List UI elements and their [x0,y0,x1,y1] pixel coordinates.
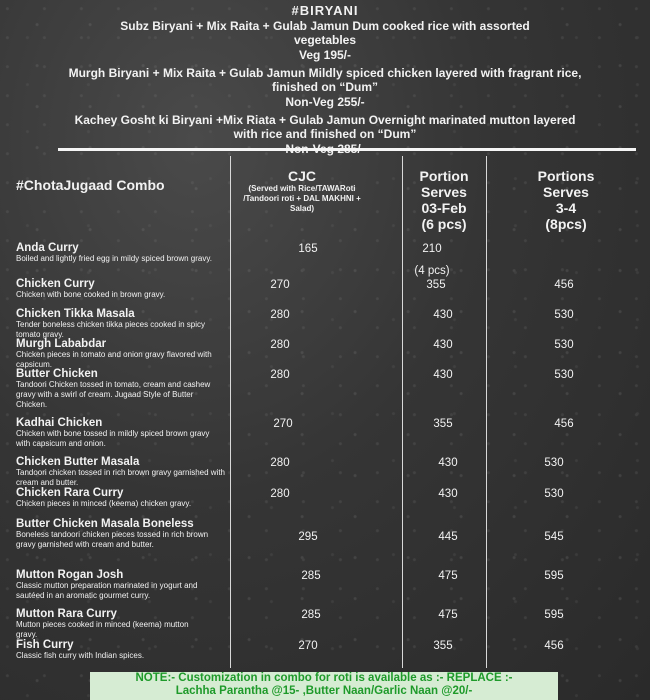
column-divider [486,156,487,668]
biryani-heading: #BIRYANI [291,3,359,18]
portions-header-line: Portions [537,168,595,184]
menu-row [16,417,231,449]
portion-header-line: 03-Feb [421,200,467,216]
dish-description: Boiled and lightly fried egg in mildy spiced brown gravy. [16,254,212,263]
biryani-item-price: Veg 195/- [298,48,352,62]
column-header-portion [402,168,486,232]
biryani-item-desc: with rice and finished on “Dum” [233,127,417,141]
cjc-subtitle: (Served with Rice/TAWARoti /Tandoori roti + DAL MAKHNI + Salad) [243,184,361,213]
portion-price: 445 [438,531,458,543]
menu-row [16,242,231,264]
cjc-price: 285 [301,570,321,582]
portion-header-line: (6 pcs) [421,216,467,232]
dish-name: Murgh Lababdar [16,338,107,350]
note-line: Lachha Parantha @15- ,Butter Naan/Garlic Naan @20/- [175,685,473,697]
biryani-item-desc: Murgh Biryani + Mix Raita + Gulab Jamun Mildly spiced chicken layered with fragrant rice, [68,66,582,80]
portion-price: 355 [433,640,453,652]
dish-description: Boneless tandoori chicken pieces tossed in rich brown gravy garnished with cream and butter. [16,530,209,549]
portions-price: 595 [544,570,564,582]
portions-price: 545 [544,531,564,543]
cjc-price: 280 [270,309,290,321]
dish-description: Chicken pieces in tomato and onion gravy flavored with capsicum. [16,350,212,369]
portion-price: 430 [438,457,458,469]
portions-price: 530 [544,488,564,500]
column-header-portions [506,168,626,232]
portion-price: 430 [438,488,458,500]
portions-price: 530 [554,309,574,321]
menu-row [16,456,231,488]
dish-name: Kadhai Chicken [16,417,103,429]
cjc-price: 280 [270,488,290,500]
dish-description: Tandoori Chicken tossed in tomato, cream and cashew gravy with a swirl of cream. Jugaad Style of Butter Chicken. [16,380,211,409]
portion-price: 210 [422,243,442,255]
portion-price: 355 [433,418,453,430]
menu-row [16,278,231,300]
dish-name: Mutton Rogan Josh [16,569,124,581]
portion-price: 430 [433,309,453,321]
note-line: NOTE:- Customization in combo for roti is available as :- REPLACE :- [135,672,513,684]
portions-price: 456 [554,418,574,430]
dish-name: Chicken Butter Masala [16,456,140,468]
combo-title: #ChotaJugaad Combo [16,177,165,193]
portions-price: 530 [544,457,564,469]
cjc-price: 295 [298,531,318,543]
biryani-item-desc: vegetables [293,33,357,47]
dish-name: Mutton Rara Curry [16,608,117,620]
portion-note: (4 pcs) [414,265,450,277]
cjc-title: CJC [287,168,316,184]
dish-description: Tandoori chicken tossed in rich brown gravy garnished with cream and butter. [16,468,225,487]
dish-description: Chicken with bone cooked in brown gravy. [16,290,166,299]
menu-row [16,308,231,340]
portions-price: 456 [554,279,574,291]
column-divider [402,156,403,668]
cjc-price: 270 [273,418,293,430]
portion-price: 355 [426,279,446,291]
cjc-price: 280 [270,369,290,381]
customization-note [90,672,558,700]
portion-price: 430 [433,339,453,351]
cjc-price: 280 [270,457,290,469]
portions-price: 456 [544,640,564,652]
dish-description: Chicken pieces in minced (keema) chicken gravy. [16,499,192,508]
dish-name: Butter Chicken [16,368,98,380]
biryani-item-desc: finished on “Dum” [272,80,378,94]
dish-name: Anda Curry [16,242,79,254]
biryani-item [0,19,650,62]
menu-row [16,487,231,509]
menu-row [16,639,231,661]
portion-price: 475 [438,609,458,621]
cjc-price: 270 [298,640,318,652]
biryani-item-price: Non-Veg 255/- [285,95,365,109]
portions-price: 530 [554,339,574,351]
portions-header-line: (8pcs) [545,216,587,232]
portion-price: 475 [438,570,458,582]
portion-header-line: Serves [421,184,467,200]
dish-description: Mutton pieces cooked in minced (keema) mutton gravy. [16,620,189,639]
biryani-item-desc: Subz Biryani + Mix Raita + Gulab Jamun Dum cooked rice with assorted [120,19,530,33]
dish-name: Chicken Rara Curry [16,487,124,499]
menu-row [16,518,226,550]
biryani-item-desc: Kachey Gosht ki Biryani +Mix Riata + Gulab Jamun Overnight marinated mutton layered [74,113,576,127]
dish-description: Classic mutton preparation marinated in yogurt and sautéed in an aromatic gourmet curry. [16,581,198,600]
portions-price: 530 [554,369,574,381]
dish-name: Chicken Curry [16,278,95,290]
biryani-section [0,3,650,160]
portions-header-line: Serves [543,184,589,200]
biryani-item [0,66,650,109]
portion-header-line: Portion [419,168,469,184]
cjc-price: 285 [301,609,321,621]
cjc-price: 165 [298,243,318,255]
menu-row [16,338,231,370]
menu-row [16,368,231,410]
cjc-price: 280 [270,339,290,351]
section-divider [58,148,636,151]
portions-header-line: 3-4 [555,200,577,216]
menu-row [16,608,231,640]
column-header-cjc [232,168,372,214]
portions-price: 595 [544,609,564,621]
dish-description: Classic fish curry with Indian spices. [16,651,145,660]
dish-name: Fish Curry [16,639,74,651]
dish-description: Chicken with bone tossed in mildly spiced brown gravy with capsicum and onion. [16,429,210,448]
dish-description: Tender boneless chicken tikka pieces cooked in spicy tomato gravy. [16,320,205,339]
portion-price: 430 [433,369,453,381]
menu-row [16,569,231,601]
dish-name: Butter Chicken Masala Boneless [16,518,194,530]
dish-name: Chicken Tikka Masala [16,308,135,320]
cjc-price: 270 [270,279,290,291]
